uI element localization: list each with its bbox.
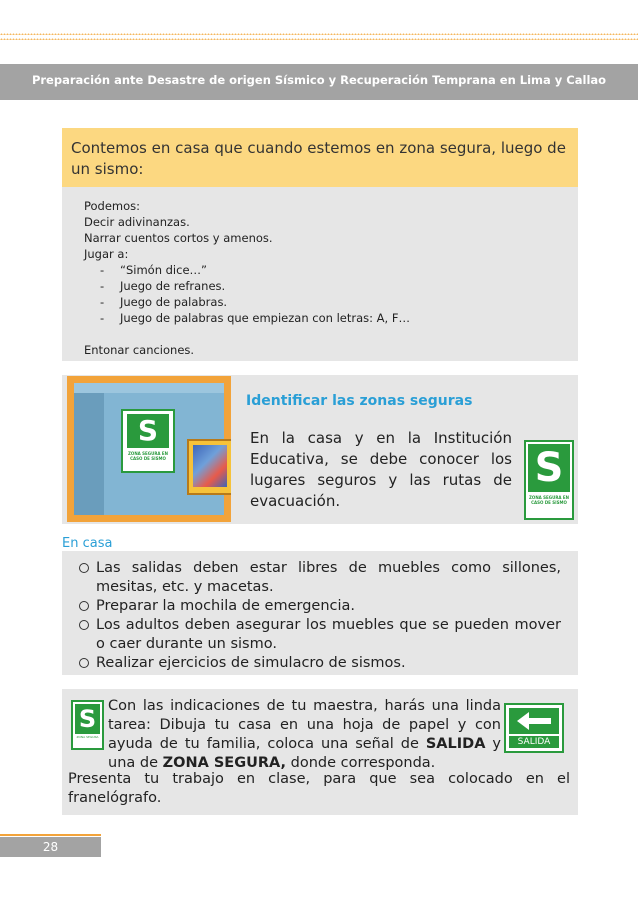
section1-heading-box <box>62 128 578 187</box>
list-item: - Juego de refranes. <box>100 279 226 293</box>
page-number: 28 <box>42 840 59 854</box>
dotted-rule-top <box>0 33 638 35</box>
dotted-rule-bottom <box>0 38 638 40</box>
header-bar <box>0 64 638 100</box>
list-item: - “Simón dice…” <box>100 263 207 277</box>
home-tips-list <box>79 559 561 673</box>
page-number-rule <box>0 834 101 836</box>
exit-sign-icon: SALIDA <box>504 703 564 753</box>
header-title: Preparación ante Desastre de origen Sísmico y Recuperación Temprana en Lima y Callao <box>31 73 607 87</box>
section4-closing: Presenta tu trabajo en clase, para que sea colocado en el franelógrafo. <box>68 771 570 806</box>
bullet-circle-icon <box>79 620 89 630</box>
section3-panel <box>62 551 578 675</box>
list-item: Realizar ejercicios de simulacro de sismos. <box>79 654 561 673</box>
list-item: Las salidas deben estar libres de muebles como sillones, mesitas, etc. y macetas. <box>79 559 561 597</box>
arrow-left-icon <box>509 708 559 734</box>
list-item: Los adultos deben asegurar los muebles que se pueden mover o caer durante un sismo. <box>79 616 561 654</box>
section2-title: Identificar las zonas seguras <box>246 393 473 409</box>
section1-list <box>84 198 410 358</box>
bullet-circle-icon <box>79 563 89 573</box>
room-illustration <box>67 376 231 522</box>
line-jugar: Jugar a: <box>84 247 129 261</box>
section1-heading: Contemos en casa que cuando estemos en zona segura, luego de un sismo: <box>71 139 566 178</box>
wall-painting <box>187 439 231 495</box>
section3-label: En casa <box>62 536 113 551</box>
list-item: - Juego de palabras que empiezan con letras: A, F… <box>100 311 410 325</box>
page-number-box <box>0 837 101 857</box>
safe-zone-sign-icon: S ZONA SEGURA EN CASO DE SISMO <box>121 409 175 473</box>
safe-zone-sign-icon: S ZONA SEGURA <box>71 700 104 750</box>
section4-instructions: Con las indicaciones de tu maestra, harás una linda tarea: Dibuja tu casa en una hoja de papel y con ayuda de tu familia, coloca una señal de SALIDA y una de ZONA SEGURA, donde corresponda. <box>108 698 501 771</box>
list-item: - Juego de palabras. <box>100 295 228 309</box>
section1-panel <box>62 187 578 361</box>
bullet-circle-icon <box>79 658 89 668</box>
line-cuentos: Narrar cuentos cortos y amenos. <box>84 231 273 245</box>
list-item: Preparar la mochila de emergencia. <box>79 597 561 616</box>
line-canciones: Entonar canciones. <box>84 343 195 357</box>
section2-text: En la casa y en la Institución Educativa, se debe conocer los lugares seguros y las rutas de evacuación. <box>250 429 512 510</box>
bullet-circle-icon <box>79 601 89 611</box>
line-adivinanzas: Decir adivinanzas. <box>84 215 190 229</box>
line-podemos: Podemos: <box>84 199 141 213</box>
safe-zone-sign-icon: S ZONA SEGURA EN CASO DE SISMO <box>524 440 574 520</box>
